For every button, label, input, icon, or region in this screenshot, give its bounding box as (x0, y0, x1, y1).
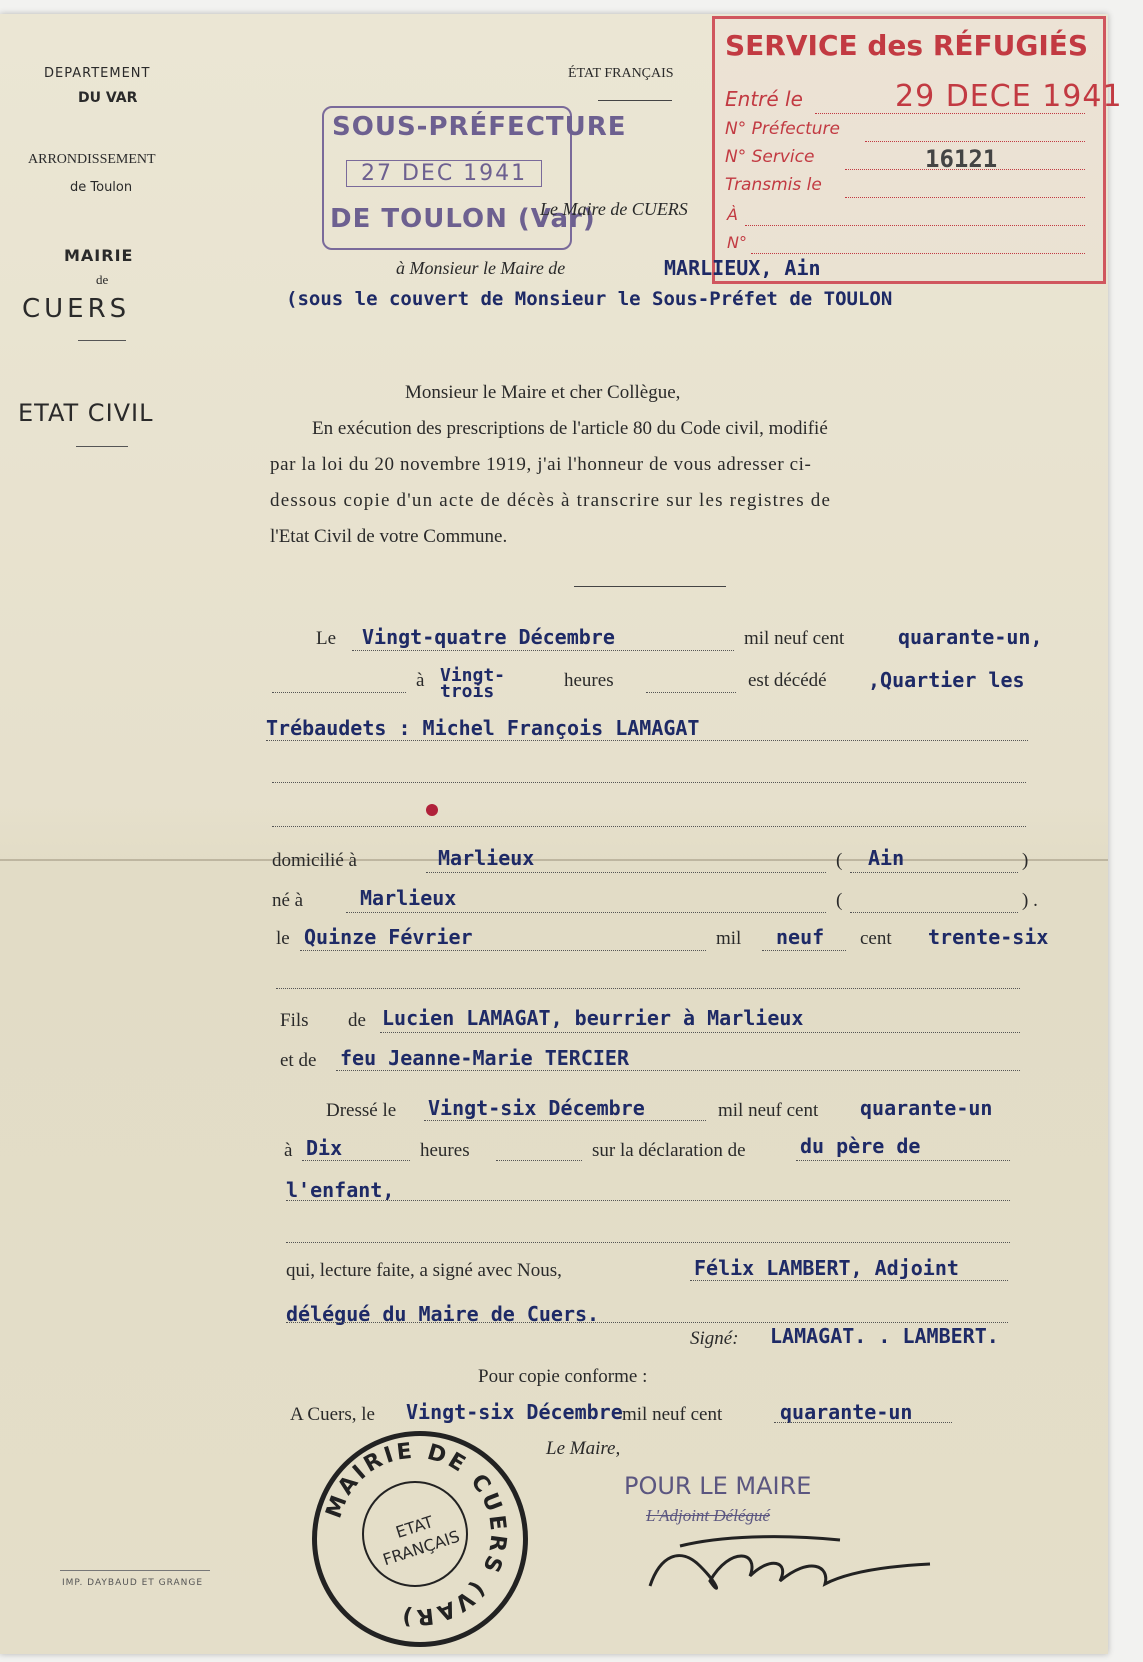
mil-neuf-cent-label: mil neuf cent (744, 628, 845, 649)
n-label: N° (727, 233, 747, 252)
neuf-value: neuf (776, 925, 825, 949)
transmis-label: Transmis le (725, 175, 822, 195)
body-line-1: En exécution des prescriptions de l'article 80 du Code civil, modifié (312, 418, 828, 439)
signer-value: Félix LAMBERT, Adjoint (694, 1256, 959, 1280)
entre-label: Entré le (725, 87, 803, 111)
a-cuers-date: Vingt-six Décembre (406, 1400, 623, 1424)
et-de-label: et de (280, 1050, 317, 1071)
death-hour: Vingt-trois (440, 665, 506, 702)
stamp-line-3: DE TOULON (Var) (330, 204, 596, 234)
stamp-line-1: SOUS-PRÉFECTURE (332, 112, 627, 142)
to-value: MARLIEUX, Ain (664, 256, 821, 280)
entre-value: 29 DECE 1941 (895, 79, 1123, 114)
ne-value: Marlieux (360, 886, 457, 910)
service-refugies-stamp (712, 16, 1123, 284)
body-line-4: l'Etat Civil de votre Commune. (270, 526, 508, 547)
body-line-2: par la loi du 20 novembre 1919, j'ai l'honneur de vous adresser ci- (270, 454, 812, 475)
printer-label: IMP. DAYBAUD ET GRANGE (62, 1578, 204, 1588)
service-value: 16121 (925, 145, 998, 173)
domicilie-label: domicilié à (272, 850, 357, 871)
service-label: N° Service (725, 147, 815, 167)
acte-a-label: à (416, 670, 425, 691)
birth-year: trente-six (928, 925, 1049, 949)
divider (574, 586, 726, 587)
handwritten-signature (640, 1526, 940, 1606)
signe-label: Signé: (690, 1328, 739, 1349)
death-year: quarante-un, (898, 625, 1043, 649)
signer-value-2: délégué du Maire de Cuers. (286, 1302, 600, 1326)
stamp-line-2: 27 DEC 1941 (346, 160, 542, 187)
etat-civil-label: ETAT CIVIL (18, 399, 154, 427)
declaration-value: du père de (800, 1134, 921, 1158)
adjoint-delegue-stamp: L'Adjoint Délégué (646, 1506, 771, 1525)
from-mayor: Le Maire de CUERS (540, 199, 688, 219)
dresse-a-label: à (284, 1140, 293, 1161)
divider (76, 446, 128, 447)
cent-label: cent (860, 928, 892, 949)
signe-value: LAMAGAT. . LAMBERT. (770, 1324, 999, 1348)
declaration-label: sur la déclaration de (592, 1140, 746, 1161)
mother-value: feu Jeanne-Marie TERCIER (340, 1046, 629, 1070)
death-date: Vingt-quatre Décembre (362, 625, 615, 649)
mairie-label: MAIRIE (64, 246, 134, 265)
le-maire-label: Le Maire, (546, 1438, 621, 1459)
red-dot-mark (426, 804, 438, 816)
acte-le-label: Le (316, 628, 337, 649)
paper-fold (0, 859, 1108, 861)
divider (598, 100, 672, 101)
departement-label: DEPARTEMENT (44, 66, 151, 81)
prefecture-label: N° Préfecture (725, 119, 840, 139)
est-decede-label: est décédé (748, 670, 827, 691)
divider (60, 1570, 210, 1571)
domicilie-dept: Ain (868, 846, 905, 870)
le-label: le (276, 928, 290, 949)
closing-mil-label: mil neuf cent (622, 1404, 723, 1425)
pour-le-maire-stamp: POUR LE MAIRE (624, 1472, 812, 1500)
body-line-3: dessous copie d'un acte de décès à transcrire sur les registres de (270, 490, 832, 511)
dresse-label: Dressé le (326, 1100, 397, 1121)
svg-text:MAIRIE DE CUERS (VAR): MAIRIE DE CUERS (VAR) (321, 1438, 511, 1630)
dresse-mil-label: mil neuf cent (718, 1100, 819, 1121)
mairie-de-cuers-seal (312, 1431, 528, 1647)
cuers-label: CUERS (22, 294, 131, 324)
domicilie-value: Marlieux (438, 846, 535, 870)
heures-label: heures (564, 670, 614, 691)
qui-lecture-label: qui, lecture faite, a signé avec Nous, (286, 1260, 562, 1281)
dresse-hour: Dix (306, 1136, 343, 1160)
pour-copie-label: Pour copie conforme : (478, 1366, 648, 1387)
heures-label-2: heures (420, 1140, 470, 1161)
a-label: À (727, 205, 738, 224)
seal-center-text: ETAT FRANÇAIS (380, 1512, 463, 1570)
to-label: à Monsieur le Maire de (396, 258, 566, 278)
de-toulon-label: de Toulon (70, 180, 133, 195)
father-value: Lucien LAMAGAT, beurrier à Marlieux (382, 1006, 804, 1030)
stamp-title: SERVICE des RÉFUGIÉS (725, 29, 1089, 62)
birth-date: Quinze Février (304, 925, 473, 949)
death-place: ,Quartier les (868, 668, 1025, 692)
salutation: Monsieur le Maire et cher Collègue, (405, 382, 681, 403)
etat-francais-label: ÉTAT FRANÇAIS (568, 66, 674, 81)
deceased-line: Trébaudets : Michel François LAMAGAT (266, 716, 700, 740)
a-cuers-label: A Cuers, le (290, 1404, 375, 1425)
arrondissement-label: ARRONDISSEMENT (28, 152, 156, 167)
fils-label: Fils (280, 1010, 309, 1031)
mil-label: mil (716, 928, 742, 949)
closing-year: quarante-un (780, 1400, 913, 1424)
du-var-label: DU VAR (78, 90, 138, 106)
declaration-value-2: l'enfant, (286, 1178, 395, 1202)
de-label: de (96, 272, 109, 287)
fils-de-label: de (348, 1010, 366, 1031)
divider (78, 340, 126, 341)
ne-label: né à (272, 890, 304, 911)
cover-line: (sous le couvert de Monsieur le Sous-Préfet de TOULON (286, 288, 893, 310)
document-paper: DEPARTEMENT DU VAR ARRONDISSEMENT de Toulon MAIRIE de CUERS ETAT CIVIL ÉTAT FRANÇAIS SOUS-PRÉFECTURE 27 DEC 1941 DE TOULON (Var) SERVICE des RÉFUGIÉS Entré le 29 DECE 1941 N° Préfecture N° Service 16121 Transmis le À N° Le Maire de CUERS à Monsieur le Maire de MARLIEUX, Ain (sous le couvert de Monsieur le Sous-Préfet de TOULON Monsieur le Maire et cher Collègue, En exécution des prescriptions de l'article 80 du Code civil, modifié par la loi du 20 novembre 1919, j'ai l'honneur de vous adresser ci- dessous copie d'un acte de décès à transcrire sur les registres de l'Etat Civil de votre Commune. Le Vingt-quatre Décembre mil neuf cent quarante-un, à Vingt-trois heures est décédé ,Quartier les Trébaudets : Michel François LAMAGAT domicilié à Marlieux ( Ain ) né à Marlieux ( ) . le Quinze Février mil neuf cent trente-six Fils de Lucien LAMAGAT, beurrier à Marlieux et de feu Jeanne-Marie TERCIER Dressé le Vingt-six Décembre mil neuf cent quarante-un à Dix heures sur la déclaration de du père de l'enfant, qui, lecture faite, a signé avec Nous, Félix LAMBERT, Adjoint délégué du Maire de Cuers. Signé: LAMAGAT. . LAMBERT. Pour copie conforme : A Cuers, le Vingt-six Décembre mil neuf cent quarante-un Le Maire, POUR LE MAIRE L'Adjoint Délégué MAIRIE DE CUERS (VAR) ETAT FRANÇAIS IMP. DAYBAUD ET GRANGE (0, 14, 1108, 1654)
dresse-date: Vingt-six Décembre (428, 1096, 645, 1120)
dresse-year: quarante-un (860, 1096, 993, 1120)
